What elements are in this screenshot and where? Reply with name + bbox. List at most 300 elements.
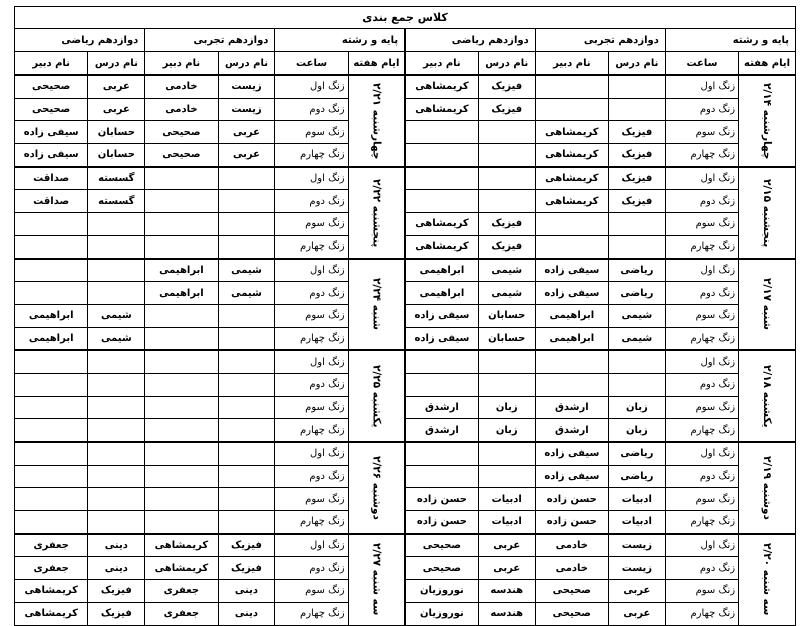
right-math-teacher-cell: کریمشاهی — [405, 75, 478, 98]
left-exp-course-cell: زیست — [218, 75, 275, 98]
right-exp-teacher-cell — [535, 350, 608, 373]
right-time-cell: زنگ چهارم — [665, 235, 738, 258]
right-math-teacher-cell: صحیحی — [405, 557, 478, 580]
left-math-course-cell — [88, 511, 145, 534]
right-day-label — [739, 442, 796, 534]
right-math-teacher-cell: حسن زاده — [405, 511, 478, 534]
right-exp-course-cell: عربی — [608, 602, 665, 625]
table-row — [15, 235, 796, 258]
right-exp-course-cell: زیست — [608, 534, 665, 557]
right-day-label — [739, 350, 796, 442]
right-time-cell: زنگ دوم — [665, 98, 738, 121]
right-time-cell: زنگ اول — [665, 442, 738, 465]
left-exp-teacher-cell — [145, 304, 218, 327]
left-exp-course-cell: فیزیک — [218, 557, 275, 580]
table-row — [15, 350, 796, 373]
right-math-course-cell: هندسه — [478, 602, 535, 625]
right-math-teacher-cell: نوروزیان — [405, 580, 478, 603]
right-time-cell: زنگ دوم — [665, 373, 738, 396]
left-time-cell: زنگ دوم — [275, 557, 348, 580]
right-exp-teacher-cell: ابراهیمی — [535, 327, 608, 350]
right-exp-teacher-cell: صحیحی — [535, 602, 608, 625]
left-math-teacher-header: نام دبیر — [15, 52, 88, 76]
right-time-cell: زنگ چهارم — [665, 144, 738, 167]
right-math-teacher-cell — [405, 373, 478, 396]
right-day-text: پنجشنبه ۲/۱۵ — [761, 178, 774, 247]
left-exp-course-cell — [218, 350, 275, 373]
left-time-cell: زنگ سوم — [275, 396, 348, 419]
table-row — [15, 282, 796, 305]
left-exp-course-cell — [218, 190, 275, 213]
left-days-header: ایام هفته — [348, 52, 405, 76]
right-exp-teacher-cell: سیفی زاده — [535, 465, 608, 488]
left-day-label — [348, 442, 405, 534]
left-exp-course-cell: زیست — [218, 98, 275, 121]
left-exp-course-cell — [218, 488, 275, 511]
left-time-cell: زنگ اول — [275, 350, 348, 373]
right-exp-teacher-cell: حسن زاده — [535, 511, 608, 534]
right-exp-course-cell — [608, 213, 665, 236]
left-day-text: دوشنبه ۲/۲۶ — [370, 455, 383, 520]
right-exp-course-cell: ریاضی — [608, 282, 665, 305]
left-time-cell: زنگ سوم — [275, 213, 348, 236]
left-day-label — [348, 259, 405, 351]
table-row — [15, 557, 796, 580]
right-exp-teacher-cell: سیفی زاده — [535, 282, 608, 305]
left-time-cell: زنگ دوم — [275, 282, 348, 305]
right-time-cell: زنگ چهارم — [665, 511, 738, 534]
right-exp-course-cell: فیزیک — [608, 121, 665, 144]
page-title: کلاس جمع بندی — [15, 7, 796, 29]
left-math-course-cell: گسسته — [88, 167, 145, 190]
left-time-cell: زنگ دوم — [275, 190, 348, 213]
left-exp-teacher-cell — [145, 442, 218, 465]
left-math-course-cell: دینی — [88, 534, 145, 557]
right-time-cell: زنگ دوم — [665, 557, 738, 580]
left-exp-course-cell — [218, 396, 275, 419]
left-math-teacher-cell: کریمشاهی — [15, 602, 88, 625]
right-exp-course-cell: فیزیک — [608, 190, 665, 213]
table-row — [15, 602, 796, 625]
right-math-teacher-cell: ابراهیمی — [405, 259, 478, 282]
left-math-teacher-cell: کریمشاهی — [15, 580, 88, 603]
left-math-course-cell — [88, 259, 145, 282]
left-time-header: ساعت — [275, 52, 348, 76]
left-time-cell: زنگ چهارم — [275, 327, 348, 350]
right-math-course-cell: هندسه — [478, 580, 535, 603]
right-exp-course-cell — [608, 75, 665, 98]
right-exp-teacher-cell: کریمشاهی — [535, 190, 608, 213]
left-exp-teacher-cell: جعفری — [145, 602, 218, 625]
right-exp-course-cell: ریاضی — [608, 259, 665, 282]
right-time-cell: زنگ سوم — [665, 396, 738, 419]
right-math-course-cell: شیمی — [478, 282, 535, 305]
left-time-cell: زنگ سوم — [275, 580, 348, 603]
left-time-cell: زنگ دوم — [275, 98, 348, 121]
left-time-cell: زنگ چهارم — [275, 419, 348, 442]
right-base-major-header: پایه و رشته — [665, 29, 795, 52]
column-header-row — [15, 52, 796, 76]
right-math-teacher-cell: کریمشاهی — [405, 213, 478, 236]
left-math-teacher-cell — [15, 259, 88, 282]
right-exp-teacher-cell: کریمشاهی — [535, 121, 608, 144]
left-math-teacher-cell: سیفی زاده — [15, 121, 88, 144]
left-exp-teacher-cell: خادمی — [145, 75, 218, 98]
left-exp-teacher-cell: صحیحی — [145, 121, 218, 144]
right-math-course-cell: فیزیک — [478, 75, 535, 98]
left-day-label — [348, 75, 405, 167]
left-math-course-cell: دینی — [88, 557, 145, 580]
left-math-teacher-cell: صداقت — [15, 167, 88, 190]
left-time-cell: زنگ چهارم — [275, 144, 348, 167]
right-exp-course-cell: شیمی — [608, 327, 665, 350]
right-math-teacher-cell: نوروزیان — [405, 602, 478, 625]
left-day-text: چهارشنبه ۲/۲۱ — [370, 82, 383, 160]
schedule-sheet — [14, 6, 796, 626]
right-days-header: ایام هفته — [739, 52, 796, 76]
left-exp-course-cell: عربی — [218, 121, 275, 144]
left-math-course-cell: گسسته — [88, 190, 145, 213]
left-exp-teacher-cell — [145, 235, 218, 258]
left-math-teacher-cell — [15, 213, 88, 236]
left-exp-course-cell: فیزیک — [218, 534, 275, 557]
table-row — [15, 396, 796, 419]
table-row — [15, 511, 796, 534]
left-math-course-cell — [88, 442, 145, 465]
left-math-course-cell — [88, 235, 145, 258]
table-row — [15, 327, 796, 350]
right-math-course-cell — [478, 121, 535, 144]
left-exp-course-cell: شیمی — [218, 282, 275, 305]
left-math-course-cell: حسابان — [88, 144, 145, 167]
schedule-body — [15, 7, 796, 626]
left-exp-teacher-cell — [145, 419, 218, 442]
right-math-course-cell — [478, 373, 535, 396]
left-math-teacher-cell — [15, 396, 88, 419]
left-exp-teacher-cell: ابراهیمی — [145, 259, 218, 282]
left-math-teacher-cell — [15, 282, 88, 305]
left-exp-course-header: نام درس — [218, 52, 275, 76]
right-exp-teacher-cell: ارشدق — [535, 419, 608, 442]
right-math-teacher-cell — [405, 465, 478, 488]
left-exp-teacher-cell — [145, 213, 218, 236]
right-math-teacher-cell: حسن زاده — [405, 488, 478, 511]
right-math-teacher-cell — [405, 442, 478, 465]
table-row — [15, 167, 796, 190]
left-math-teacher-cell — [15, 373, 88, 396]
right-day-text: یکشنبه ۲/۱۸ — [761, 364, 774, 428]
left-day-text: شنبه ۲/۲۴ — [370, 278, 383, 331]
left-time-cell: زنگ دوم — [275, 373, 348, 396]
schedule-table — [14, 6, 796, 626]
right-time-cell: زنگ اول — [665, 75, 738, 98]
right-math-teacher-header: نام دبیر — [405, 52, 478, 76]
right-math-course-cell — [478, 144, 535, 167]
right-math-course-cell — [478, 350, 535, 373]
left-math-course-cell — [88, 282, 145, 305]
right-math-teacher-cell: ارشدق — [405, 396, 478, 419]
left-math-teacher-cell: صحیحی — [15, 75, 88, 98]
right-exp-course-cell: زبان — [608, 419, 665, 442]
left-math-teacher-cell — [15, 465, 88, 488]
right-exp-teacher-cell — [535, 98, 608, 121]
right-day-label — [739, 259, 796, 351]
right-time-cell: زنگ سوم — [665, 580, 738, 603]
right-math-teacher-cell — [405, 121, 478, 144]
left-math-course-header: نام درس — [88, 52, 145, 76]
right-time-cell: زنگ سوم — [665, 121, 738, 144]
left-exp-teacher-cell: کریمشاهی — [145, 557, 218, 580]
left-exp-course-cell — [218, 419, 275, 442]
table-row — [15, 419, 796, 442]
right-day-label — [739, 534, 796, 625]
left-exp-course-cell: دینی — [218, 602, 275, 625]
left-math-course-cell — [88, 213, 145, 236]
left-math-teacher-cell: صحیحی — [15, 98, 88, 121]
right-math-teacher-cell — [405, 190, 478, 213]
left-g12-experimental-header: دوازدهم تجربی — [145, 29, 275, 52]
left-math-teacher-cell: سیفی زاده — [15, 144, 88, 167]
right-exp-teacher-cell — [535, 373, 608, 396]
right-time-cell: زنگ دوم — [665, 190, 738, 213]
right-math-teacher-cell: سیفی زاده — [405, 304, 478, 327]
right-math-course-cell — [478, 465, 535, 488]
left-math-teacher-cell: ابراهیمی — [15, 327, 88, 350]
right-exp-course-cell: ریاضی — [608, 465, 665, 488]
left-math-course-cell — [88, 350, 145, 373]
left-exp-course-cell: شیمی — [218, 259, 275, 282]
right-exp-teacher-cell — [535, 213, 608, 236]
right-g12-math-header: دوازدهم ریاضی — [405, 29, 535, 52]
right-exp-teacher-cell: ارشدق — [535, 396, 608, 419]
right-g12-experimental-header: دوازدهم تجربی — [535, 29, 665, 52]
left-time-cell: زنگ چهارم — [275, 511, 348, 534]
table-row — [15, 534, 796, 557]
right-math-course-cell: فیزیک — [478, 213, 535, 236]
left-exp-teacher-cell — [145, 373, 218, 396]
left-exp-course-cell — [218, 465, 275, 488]
left-math-course-cell — [88, 488, 145, 511]
right-exp-course-cell: فیزیک — [608, 167, 665, 190]
right-math-course-cell: فیزیک — [478, 235, 535, 258]
left-time-cell: زنگ سوم — [275, 488, 348, 511]
left-exp-teacher-cell — [145, 396, 218, 419]
right-time-header: ساعت — [665, 52, 738, 76]
right-exp-course-cell — [608, 235, 665, 258]
right-day-text: چهارشنبه ۲/۱۴ — [761, 82, 774, 160]
right-time-cell: زنگ اول — [665, 350, 738, 373]
left-math-course-cell: شیمی — [88, 327, 145, 350]
right-exp-teacher-cell: سیفی زاده — [535, 259, 608, 282]
right-math-course-cell: ادبیات — [478, 488, 535, 511]
left-math-teacher-cell — [15, 419, 88, 442]
right-math-teacher-cell — [405, 167, 478, 190]
left-time-cell: زنگ اول — [275, 534, 348, 557]
left-math-course-cell — [88, 465, 145, 488]
right-math-course-cell: حسابان — [478, 327, 535, 350]
left-g12-math-header: دوازدهم ریاضی — [15, 29, 145, 52]
left-time-cell: زنگ اول — [275, 75, 348, 98]
left-day-text: یکشنبه ۲/۲۵ — [370, 364, 383, 428]
left-math-course-cell — [88, 419, 145, 442]
left-math-course-cell: عربی — [88, 98, 145, 121]
right-math-teacher-cell: کریمشاهی — [405, 98, 478, 121]
right-time-cell: زنگ اول — [665, 259, 738, 282]
left-day-text: پنجشنبه ۲/۲۲ — [370, 178, 383, 247]
table-row — [15, 580, 796, 603]
right-math-teacher-cell: ابراهیمی — [405, 282, 478, 305]
right-math-course-cell: زبان — [478, 396, 535, 419]
right-day-text: دوشنبه ۲/۱۹ — [761, 455, 774, 520]
right-math-course-cell: ادبیات — [478, 511, 535, 534]
left-math-course-cell: فیزیک — [88, 580, 145, 603]
right-day-label — [739, 75, 796, 167]
left-day-text: سه شنبه ۲/۲۷ — [370, 543, 383, 616]
left-math-teacher-cell: جعفری — [15, 534, 88, 557]
right-exp-course-cell — [608, 98, 665, 121]
right-math-course-cell: عربی — [478, 557, 535, 580]
table-row — [15, 373, 796, 396]
left-exp-teacher-cell — [145, 511, 218, 534]
right-time-cell: زنگ چهارم — [665, 327, 738, 350]
right-time-cell: زنگ دوم — [665, 465, 738, 488]
right-math-teacher-cell — [405, 350, 478, 373]
right-exp-course-cell: زبان — [608, 396, 665, 419]
right-exp-teacher-header: نام دبیر — [535, 52, 608, 76]
right-math-course-cell: زبان — [478, 419, 535, 442]
left-exp-course-cell — [218, 511, 275, 534]
table-row — [15, 121, 796, 144]
right-time-cell: زنگ چهارم — [665, 419, 738, 442]
left-math-teacher-cell — [15, 488, 88, 511]
right-math-teacher-cell: سیفی زاده — [405, 327, 478, 350]
table-row — [15, 75, 796, 98]
table-row — [15, 488, 796, 511]
right-exp-teacher-cell: سیفی زاده — [535, 442, 608, 465]
left-exp-course-cell — [218, 327, 275, 350]
right-exp-teacher-cell — [535, 235, 608, 258]
table-row — [15, 259, 796, 282]
table-row — [15, 465, 796, 488]
right-exp-course-cell: فیزیک — [608, 144, 665, 167]
right-exp-course-cell: ریاضی — [608, 442, 665, 465]
table-row — [15, 442, 796, 465]
right-time-cell: زنگ اول — [665, 167, 738, 190]
right-math-teacher-cell: کریمشاهی — [405, 235, 478, 258]
left-math-course-cell — [88, 396, 145, 419]
left-exp-teacher-cell: صحیحی — [145, 144, 218, 167]
right-time-cell: زنگ دوم — [665, 282, 738, 305]
right-math-course-header: نام درس — [478, 52, 535, 76]
right-day-text: شنبه ۲/۱۷ — [761, 278, 774, 331]
right-exp-course-cell: شیمی — [608, 304, 665, 327]
left-exp-course-cell — [218, 442, 275, 465]
right-exp-course-cell: ادبیات — [608, 511, 665, 534]
right-time-cell: زنگ چهارم — [665, 602, 738, 625]
left-time-cell: زنگ سوم — [275, 121, 348, 144]
left-math-course-cell: فیزیک — [88, 602, 145, 625]
left-exp-teacher-cell — [145, 190, 218, 213]
right-math-course-cell — [478, 190, 535, 213]
left-exp-teacher-cell — [145, 327, 218, 350]
title-row — [15, 7, 796, 29]
left-base-major-header: پایه و رشته — [275, 29, 405, 52]
left-math-teacher-cell: صداقت — [15, 190, 88, 213]
right-exp-course-cell: ادبیات — [608, 488, 665, 511]
left-math-teacher-cell: جعفری — [15, 557, 88, 580]
left-exp-teacher-cell — [145, 167, 218, 190]
left-time-cell: زنگ اول — [275, 259, 348, 282]
table-row — [15, 144, 796, 167]
left-exp-teacher-cell: جعفری — [145, 580, 218, 603]
left-exp-course-cell — [218, 167, 275, 190]
left-exp-course-cell — [218, 304, 275, 327]
right-math-course-cell: فیزیک — [478, 98, 535, 121]
right-math-course-cell — [478, 442, 535, 465]
left-exp-teacher-cell: خادمی — [145, 98, 218, 121]
right-exp-teacher-cell: حسن زاده — [535, 488, 608, 511]
right-day-label — [739, 167, 796, 259]
right-exp-course-cell: عربی — [608, 580, 665, 603]
left-exp-teacher-cell — [145, 350, 218, 373]
right-time-cell: زنگ سوم — [665, 488, 738, 511]
right-math-course-cell: عربی — [478, 534, 535, 557]
right-exp-teacher-cell: کریمشاهی — [535, 144, 608, 167]
left-math-course-cell: حسابان — [88, 121, 145, 144]
right-math-teacher-cell: صحیحی — [405, 534, 478, 557]
left-time-cell: زنگ دوم — [275, 465, 348, 488]
left-exp-course-cell: عربی — [218, 144, 275, 167]
left-time-cell: زنگ چهارم — [275, 235, 348, 258]
left-exp-course-cell — [218, 373, 275, 396]
left-exp-teacher-cell: کریمشاهی — [145, 534, 218, 557]
left-exp-course-cell — [218, 235, 275, 258]
right-exp-teacher-cell: کریمشاهی — [535, 167, 608, 190]
right-math-course-cell: حسابان — [478, 304, 535, 327]
right-math-teacher-cell — [405, 144, 478, 167]
table-row — [15, 304, 796, 327]
left-day-label — [348, 350, 405, 442]
left-math-teacher-cell — [15, 511, 88, 534]
left-exp-course-cell — [218, 213, 275, 236]
left-time-cell: زنگ سوم — [275, 304, 348, 327]
left-math-teacher-cell — [15, 350, 88, 373]
left-time-cell: زنگ چهارم — [275, 602, 348, 625]
right-exp-course-cell — [608, 350, 665, 373]
right-exp-teacher-cell — [535, 75, 608, 98]
right-time-cell: زنگ اول — [665, 534, 738, 557]
right-exp-teacher-cell: خادمی — [535, 557, 608, 580]
right-math-course-cell — [478, 167, 535, 190]
left-day-label — [348, 534, 405, 625]
right-math-course-cell: شیمی — [478, 259, 535, 282]
right-time-cell: زنگ سوم — [665, 213, 738, 236]
left-math-course-cell: عربی — [88, 75, 145, 98]
right-exp-course-header: نام درس — [608, 52, 665, 76]
left-day-label — [348, 167, 405, 259]
right-time-cell: زنگ سوم — [665, 304, 738, 327]
right-math-teacher-cell: ارشدق — [405, 419, 478, 442]
left-math-teacher-cell: ابراهیمی — [15, 304, 88, 327]
right-exp-teacher-cell: ابراهیمی — [535, 304, 608, 327]
left-math-course-cell — [88, 373, 145, 396]
left-math-teacher-cell — [15, 235, 88, 258]
left-exp-teacher-header: نام دبیر — [145, 52, 218, 76]
left-math-course-cell: شیمی — [88, 304, 145, 327]
left-exp-teacher-cell — [145, 465, 218, 488]
right-exp-teacher-cell: خادمی — [535, 534, 608, 557]
left-time-cell: زنگ اول — [275, 442, 348, 465]
